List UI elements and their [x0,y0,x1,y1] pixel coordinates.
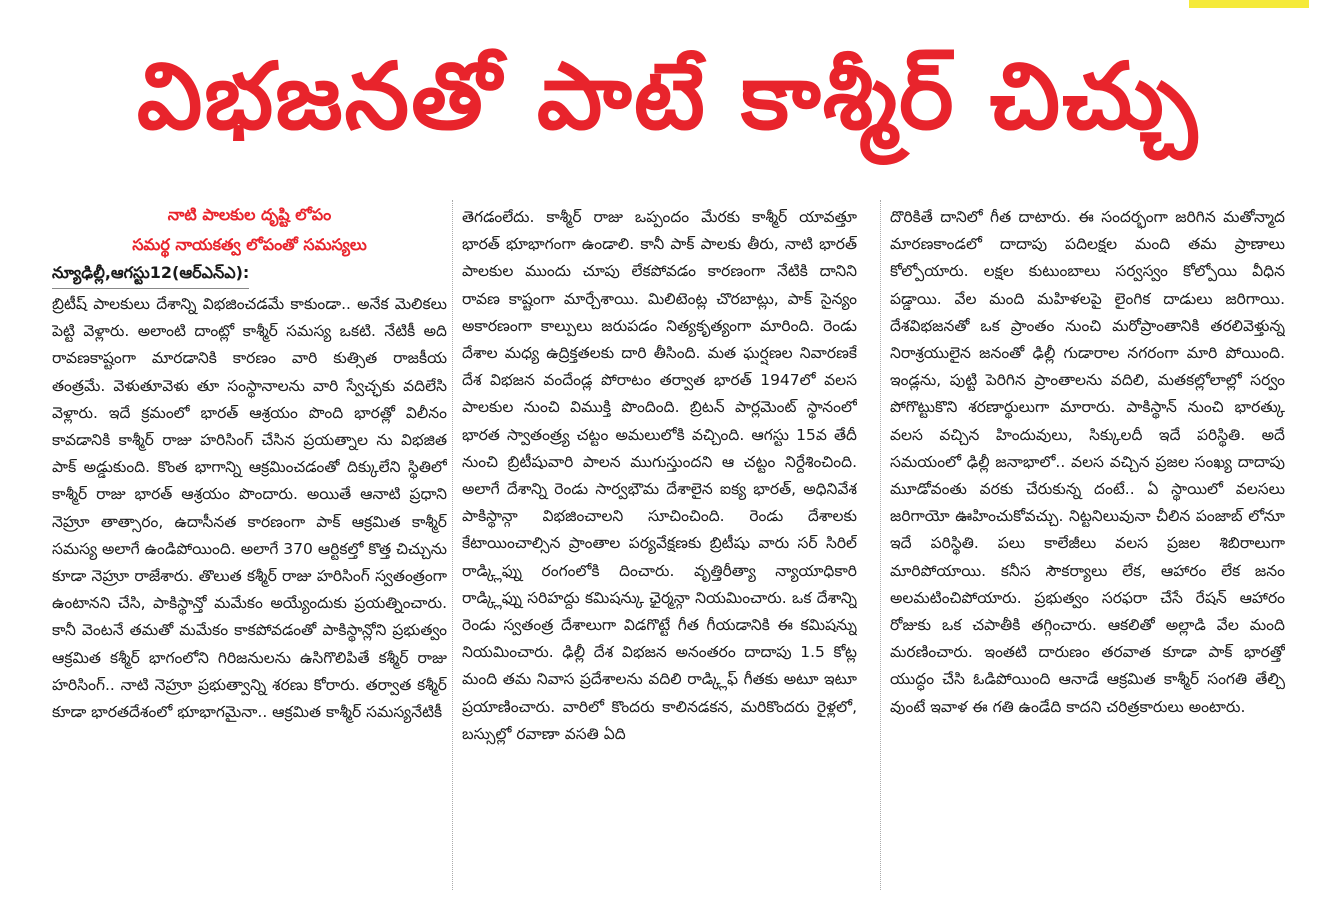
article-column-2 [462,204,857,748]
article-kicker-line-1: నాటి పాలకుల దృష్టి లోపం [167,205,332,224]
article-kicker-line-2: సమర్థ నాయకత్వ లోపంతో సమస్యలు [132,235,367,254]
corner-color-mark [1189,0,1309,8]
column-divider [452,200,453,890]
article-body-text: దొరికితే దానిలో గీత దాటారు. ఈ సందర్భంగా జరిగిన మతోన్మాద మారణకాండలో దాదాపు పదిలక్షల మంది తమ ప్రాణాలు కోల్పోయారు. లక్షల కుటుంబాలు సర్వస్వం కోల్పోయి వీధిన పడ్డాయి. వేల మంది మహిళలపై లైంగిక దాడులు జరిగాయి. దేశవిభజనతో ఒక ప్రాంతం నుంచి మరోప్రాంతానికి తరలివెళ్తున్న నిరాశ్రయులైన జనంతో ఢిల్లీ గుడారాల నగరంగా మారి పోయింది. ఇండ్లను, పుట్టి పెరిగిన ప్రాంతాలను వదిలి, మతకల్లోలాల్లో సర్వం పోగొట్టుకొని శరణార్థులుగా మారారు. పాకిస్థాన్ నుంచి భారత్కు వలస వచ్చిన హిందువులు, సిక్కులదీ ఇదే పరిస్థితి. అదే సమయంలో ఢిల్లీ జనాభాలో.. వలస వచ్చిన ప్రజల సంఖ్య దాదాపు మూడోవంతు వరకు చేరుకున్న దంటే.. ఏ స్థాయిలో వలసలు జరిగాయో ఊహించుకోవచ్చు. నిట్టనిలువునా చీలిన పంజాబ్ లోనూ ఇదే పరిస్థితి. పలు కాలేజీలు వలస ప్రజల శిబిరాలుగా మారిపోయాయి. కనీస సౌకర్యాలు లేక, ఆహారం లేక జనం అలమటించిపోయారు. ప్రభుత్వం సరఫరా చేసే రేషన్ ఆహారం రోజుకు ఒక చపాతీకి తగ్గించారు. ఆకలితో అల్లాడి వేల మంది మరణించారు. ఇంతటి దారుణం తరవాత కూడా పాక్ భారత్తో యుద్ధం చేసి ఓడిపోయింది ఆనాడే ఆక్రమిత కాశ్మీర్ సంగతి తేల్చి వుంటే ఇవాళ ఈ గతి ఉండేది కాదని చరిత్రకారులు అంటారు. [890,208,1285,716]
article-body-text: తెగడంలేదు. కాశ్మీర్ రాజు ఒప్పందం మేరకు కాశ్మీర్ యావత్తూ భారత్ భూభాగంగా ఉండాలి. కానీ పాక్ పాలకు తీరు, నాటి భారత్ పాలకుల ముందు చూపు లేకపోవడం కారణంగా నేటికి దానిని రావణ కాష్టంగా మార్చేశాయి. మిలిటెంట్ల చొరబాట్లు, పాక్ సైన్యం అకారణంగా కాల్పులు జరుపడం నిత్యకృత్యంగా మారింది. రెండు దేశాల మధ్య ఉద్రిక్తతలకు దారి తీసింది. మత ఘర్షణల నివారణకే దేశ విభజన వందేండ్ల పోరాటం తర్వాత భారత్ 1947లో వలస పాలకుల నుంచి విముక్తి పొందింది. బ్రిటన్ పార్లమెంట్ స్థానంలో భారత స్వాతంత్ర్య చట్టం అమలులోకి వచ్చింది. ఆగస్టు 15వ తేదీ నుంచి బ్రిటీషువారి పాలన ముగుస్తుందని ఆ చట్టం నిర్దేశించింది. అలాగే దేశాన్ని రెండు సార్వభౌమ దేశాలైన ఐక్య భారత్, అధినివేశ పాకిస్థాన్గా విభజించాలని సూచించింది. రెండు దేశాలకు కేటాయించాల్సిన ప్రాంతాల పర్యవేక్షణకు బ్రిటీషు వారు సర్ సిరిల్ రాడ్క్లిఫ్ను రంగంలోకి దించారు. వృత్తిరీత్యా న్యాయాధికారి రాడ్క్లిఫ్ను సరిహద్దు కమిషన్కు ఛైర్మన్గా నియమించారు. ఒక దేశాన్ని రెండు స్వతంత్ర దేశాలుగా విడగొట్టే గీత గీయడానికి ఈ కమిషన్ను నియమించారు. ఢిల్లీ దేశ విభజన అనంతరం దాదాపు 1.5 కోట్ల మంది తమ నివాస ప్రదేశాలను వదిలి రాడ్క్లిఫ్ గీతకు అటూ ఇటూ ప్రయాణించారు. వారిలో కొందరు కాలినడకన, మరికొందరు రైళ్లలో, బస్సుల్లో రవాణా వసతి ఏది [462,208,857,743]
article-column-3 [890,204,1285,721]
article-dateline: న్యూఢిల్లీ,ఆగస్టు12(ఆర్ఎన్ఎ): [52,260,249,289]
article-column-1 [52,200,447,726]
article-headline: విభజనతో పాటే కాశ్మీర్ చిచ్చు [136,43,1200,150]
article-body-text: బ్రిటీష్ పాలకులు దేశాన్ని విభజించడమే కాకుండా.. అనేక మెలికలు పెట్టి వెళ్లారు. అలాంటి దాంట్లో కాశ్మీర్ సమస్య ఒకటి. నేటికీ అది రావణకాష్టంగా మారడానికి కారణం వారి కుత్సిత రాజకీయ తంత్రమే. వెళుతూవెళు తూ సంస్థానాలను వారి స్వేచ్ఛకు వదిలేసి వెళ్లారు. ఇదే క్రమంలో భారత్ ఆశ్రయం పొంది భారత్లో విలీనం కావడానికి కాశ్మీర్ రాజు హరిసింగ్ చేసిన ప్రయత్నాల ను విభజిత పాక్ అడ్డుకుంది. కొంత భాగాన్ని ఆక్రమించడంతో దిక్కులేని స్థితిలో కాశ్మీర్ రాజు భారత్ ఆశ్రయం పొందారు. అయితే ఆనాటి ప్రధాని నెహ్రూ తాత్సారం, ఉదాసీనత కారణంగా పాక్ ఆక్రమిత కాశ్మీర్ సమస్య అలాగే ఉండిపోయింది. అలాగే 370 ఆర్టికల్తో కొత్త చిచ్చును కూడా నెహ్రూ రాజేశారు. తొలుత కశ్మీర్ రాజు హరిసింగ్ స్వతంత్రంగా ఉంటానని చేసి, పాకిస్థాన్తో మమేకం అయ్యేందుకు ప్రయత్నించారు. కానీ వెంటనే తమతో మమేకం కాకపోవడంతో పాకిస్థాన్లోని ప్రభుత్వం ఆక్రమిత కశ్మీర్ భాగంలోని గిరిజనులను ఉసిగొలిపితే కశ్మీర్ రాజు హరిసింగ్.. నాటి నెహ్రూ ప్రభుత్వాన్ని శరణు కోరారు. తర్వాత కశ్మీర్ కూడా భారతదేశంలో భూభాగమైనా.. ఆక్రమిత కాశ్మీర్ సమస్యనేటికీ [52,295,447,722]
column-divider [880,200,881,890]
